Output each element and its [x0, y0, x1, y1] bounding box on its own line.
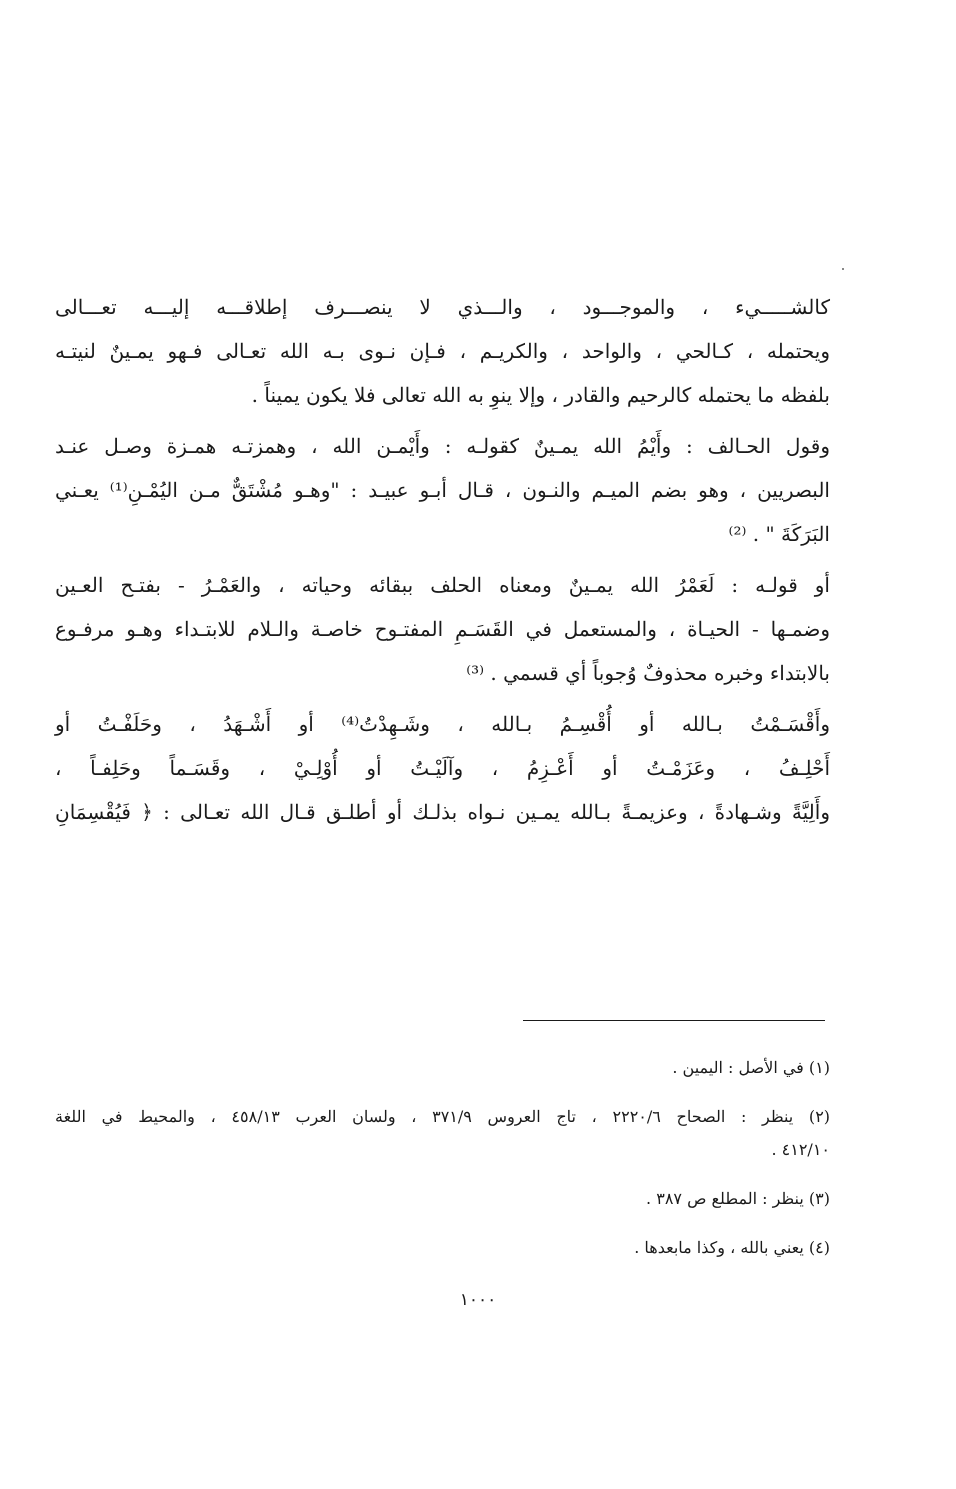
line: أَحْلِـفُ ، وعَزَمْـتُ أو أَعْـزِمُ ، وآلَيْـتُ أو أُوْلِـيْ ، وقَسَـماً وحَلِفـاً ،: [55, 756, 830, 780]
line: البصريين ، وهو بضم الميـم والنـون ، قـال أبـو عبيـد : "وهـو مُشْتَقٌّ مـن اليُمْـنِ⁽¹⁾ يعـني: [55, 478, 830, 502]
footnote-line: ٤١٢/١٠ .: [771, 1140, 830, 1159]
footnote-line: (٤) يعني بالله ، وكذا مابعدها .: [634, 1238, 830, 1257]
main-text: [55, 285, 830, 841]
line: بلفظه ما يحتمله كالرحيم والقادر ، وإلا ينوِ به الله تعالى فلا يكون يميناً .: [251, 383, 830, 407]
footnote-line: (١) في الأصل : اليمين .: [672, 1058, 830, 1077]
footnote-separator: [523, 1020, 825, 1021]
line: ويحتمله ، كـالحي ، والواحد ، والكريـم ، فـإن نـوى بـه الله تعـالى فـهو يمـينٌ لنيتـه: [55, 339, 830, 363]
scan-speck: [842, 268, 844, 270]
footnote-4: [55, 1231, 830, 1264]
line: البَرَكَةَ " . ⁽²⁾: [728, 522, 830, 546]
paragraph-3: [55, 563, 830, 695]
footnote-3: [55, 1182, 830, 1215]
paragraph-1: [55, 285, 830, 417]
footnote-1: [55, 1051, 830, 1084]
line: وأَقْسَـمْتُ بـالله أو أُقْسِـمُ بـالله ، وشَـهِدْتُ⁽⁴⁾ أو أَشْـهَدُ ، وحَلَفْـتُ أو: [55, 712, 830, 736]
footnotes: [55, 1051, 830, 1280]
footnote-line: (٢) ينظر : الصحاح ٢٢٢٠/٦ ، تاج العروس ٣٧١/٩ ، ولسان العرب ٤٥٨/١٣ ، والمحيط في اللغة: [55, 1107, 831, 1126]
line: أو قولـه : لَعَمْرُ الله يمـينٌ ومعناه الحلف ببقائه وحياته ، والعَمْـرُ - بفتـح العـين: [55, 573, 830, 597]
line: وضمـها - الحيـاة ، والمستعمل في القَسَـمِ المفتـوح خاصـة والـلام للابتـداء وهـو مرفـوع: [55, 617, 830, 641]
line: كالشـــــيء ، والموجـــود ، والـــذي لا ينصـــرف إطلاقـــه إليـــه تعـــالى: [55, 295, 830, 319]
line: بالابتداء وخبره محذوفٌ وُجوباً أي قسمي . ⁽³⁾: [466, 661, 830, 685]
paragraph-4: [55, 702, 830, 834]
line: وأَلِيَّةً وشـهادةً ، وعزيمـةً بـالله يمـين نـواه بذلـك أو أطلـق قـال الله تعـالى : ﴿ فَيُقْسِمَانِ: [55, 800, 830, 824]
page-number: ١٠٠٠: [459, 1290, 497, 1310]
footnote-2: [55, 1100, 830, 1166]
paragraph-2: [55, 424, 830, 556]
footnote-line: (٣) ينظر : المطلع ص ٣٨٧ .: [646, 1189, 830, 1208]
line: وقول الحـالف : وأَيْمُ الله يمـينٌ كقولـه : وأَيْمـن الله ، وهمزتـه همـزة وصـل عنـد: [55, 434, 830, 458]
